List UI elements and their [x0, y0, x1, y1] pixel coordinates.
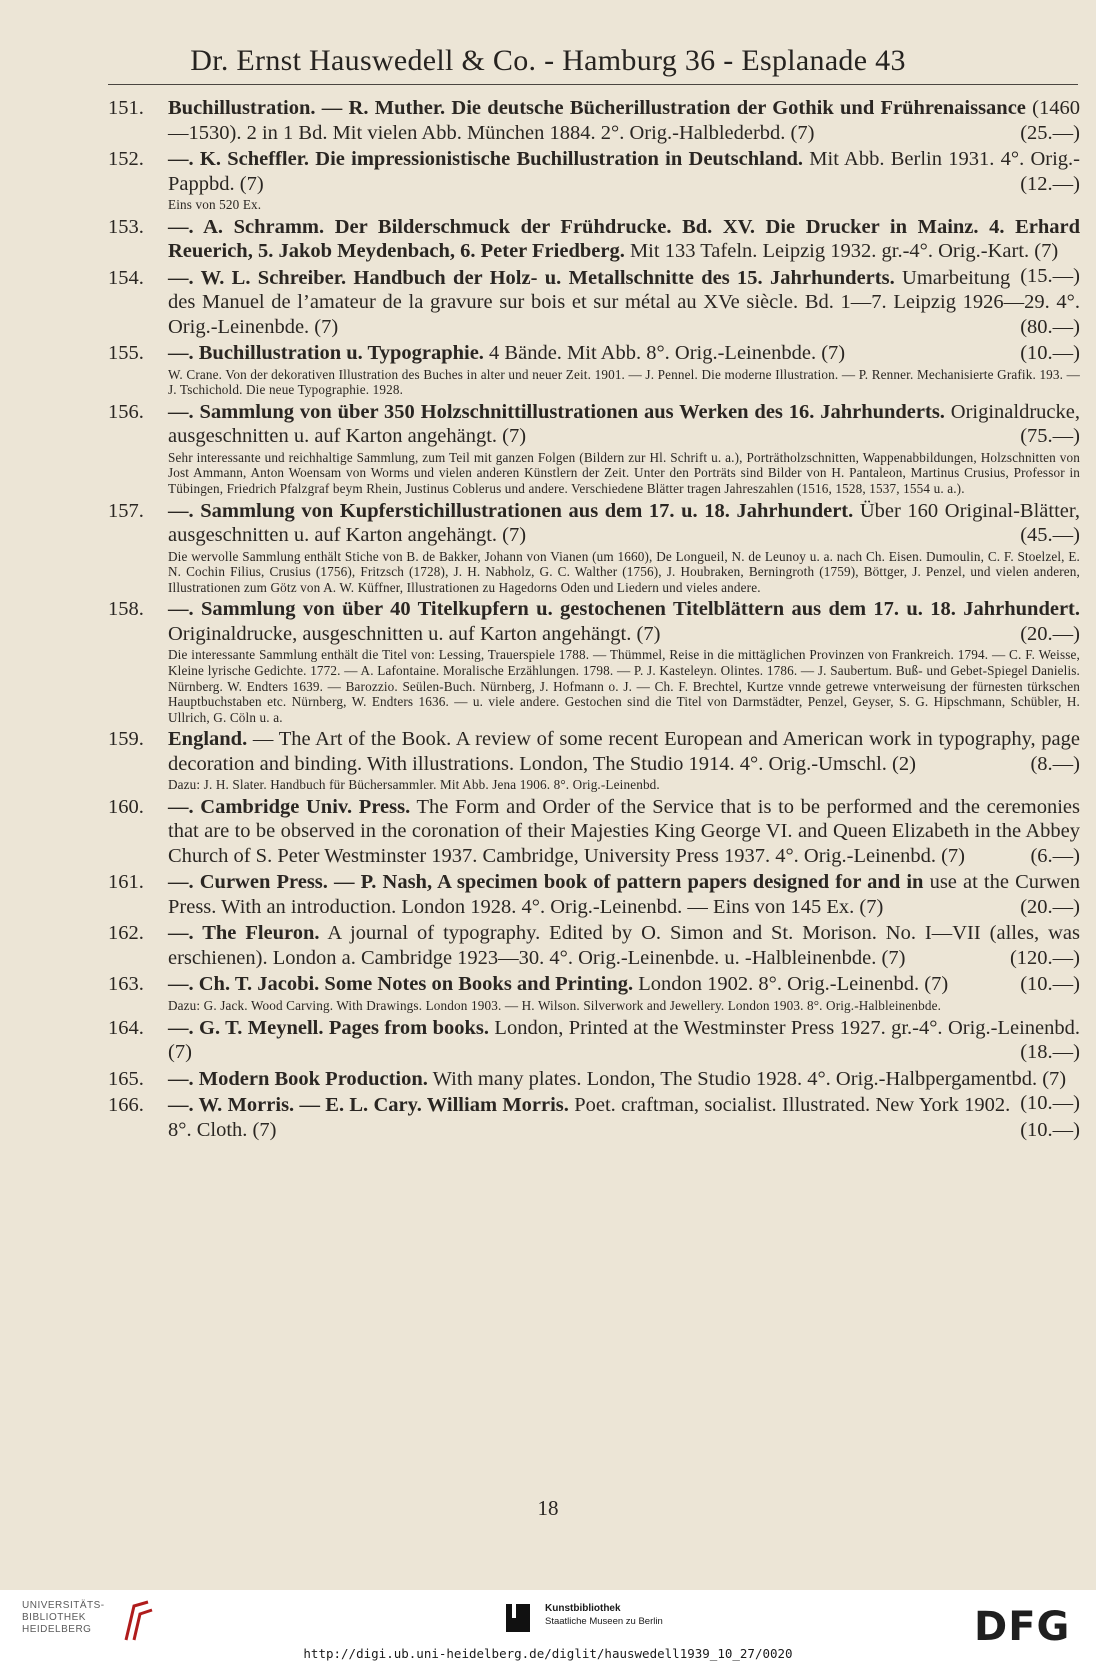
entry-title: England. [168, 728, 248, 751]
entry-price: (20.—) [1020, 895, 1080, 918]
entry-details: Poet. craftman, socialist. Illustrated. New York 1902. 8°. Cloth. (7) [168, 1094, 1011, 1141]
entry-number: 160. [108, 795, 144, 818]
entry-number: 166. [108, 1094, 144, 1116]
entry-note: W. Crane. Von der dekorativen Illustration des Buches in alter und neuer Zeit. 1901. — J. Pennel. Die moderne Illustration. — P. Renner. Mechanisierte Grafik. 193. — J. Tschichold. Die neue Typographie. 1928. [168, 366, 1080, 398]
entry-number: 151. [108, 97, 144, 119]
entry-number: 152. [108, 148, 144, 170]
entry-note: Sehr interessante und reichhaltige Sammlung, zum Teil mit ganzen Folgen (Bildern zur Hl. Schrift u. a.), Porträtholzschnitten, Wappenabbildungen, Holzschnitten von Jost Ammann, Anton Woensam von Worms und vielen anderen Künstlern der Zeit. Unter den Porträts sind Bilder von H. Pantaleon, Martinus Crusius, Professor in Tübingen, Friedrich Pfalzgraf beym Rhein, Justinus Coblerus und andere. Verschiedene Blätter tragen Jahreszahlen (1516, 1528, 1537, 1554 u. a.). [168, 449, 1080, 496]
catalog-entries [108, 96, 1080, 1144]
heidelberg-mark-icon [122, 1600, 156, 1644]
uni-line-3: HEIDELBERG [22, 1624, 92, 1635]
entry-title: —. Sammlung von über 350 Holzschnittillustrationen aus Werken des 16. Jahrhunderts. [168, 400, 945, 423]
entry-number: 165. [108, 1067, 144, 1090]
entry-price: (20.—) [1020, 622, 1080, 645]
page-header: Dr. Ernst Hauswedell & Co. - Hamburg 36 - Esplanade 43 [190, 44, 906, 77]
entry-details: London 1902. 8°. Orig.-Leinenbd. (7) [633, 973, 949, 996]
entry-text [168, 400, 1080, 449]
entry-text [168, 341, 1080, 366]
entry-details: Mit Abb. Berlin 1931. 4°. Orig.-Pappbd. (7) [168, 148, 1080, 195]
entry-number: 164. [108, 1016, 144, 1039]
entry-title: —. A. Schramm. Der Bilderschmuck der Frühdrucke. Bd. XV. Die Drucker in Mainz. 4. Erhard Reuerich, 5. Jakob Meydenbach, 6. Peter Friedberg. [168, 215, 1080, 263]
catalog-entry [108, 147, 1080, 213]
entry-text [168, 921, 1080, 970]
kunstbibliothek-text [545, 1602, 663, 1628]
entry-number: 159. [108, 728, 144, 751]
entry-details: A journal of typography. Edited by O. Simon and St. Morison. No. I—VII (alles, was erschienen). London a. Cambridge 1923—30. 4°. Orig.-Leinenbde. u. -Halbleinenbde. (7) [168, 922, 1080, 969]
entry-title: —. Modern Book Production. [168, 1067, 428, 1090]
entry-text [168, 1093, 1080, 1142]
catalog-entry [108, 921, 1080, 970]
uni-line-2: BIBLIOTHEK [22, 1612, 86, 1623]
catalog-entry [108, 499, 1080, 596]
catalog-entry [108, 266, 1080, 340]
catalog-entry [108, 1016, 1080, 1065]
entry-price: (10.—) [1020, 342, 1080, 365]
kb-subtitle: Staatliche Museen zu Berlin [545, 1616, 663, 1627]
entry-title: —. W. L. Schreiber. Handbuch der Holz- u. Metallschnitte des 15. Jahrhunderts. [168, 266, 895, 289]
entry-details: London, Printed at the Westminster Press 1927. gr.-4°. Orig.-Leinenbd. (7) [168, 1016, 1081, 1063]
catalog-entry [108, 96, 1080, 145]
entry-number: 156. [108, 400, 144, 423]
entry-details: use at the Curwen Press. With an introduction. London 1928. 4°. Orig.-Leinenbd. — Eins von 145 Ex. (7) [168, 871, 1080, 918]
entry-note: Eins von 520 Ex. [168, 197, 262, 212]
entry-title: —. Ch. T. Jacobi. Some Notes on Books and Printing. [168, 973, 634, 996]
entry-note: Die interessante Sammlung enthält die Titel von: Lessing, Trauerspiele 1788. — Thümmel, Reise in die mittäglichen Provinzen von Frankreich. 1794. — C. F. Weisse, Kleine lyrische Gedichte. 1772. — A. Lafontaine. Moralische Erzählungen. 1798. — P. J. Kasteleyn. Olintes. 1786. — J. Saubertum. Buß- und Gebet-Spiegel Danielis. Nürnberg. W. Endters 1639. — Barozzio. Seülen-Buch. Nürnberg, J. Hofmann o. J. — Ch. F. Brechtel, Kurtze vnnde getrewe vnterweisung der fürnesten türkschen Hauptbuchstaben etc. Nürnberg, W. Endters 1636. — u. viele andere. Gestochen sind die Titel von Darmstädter, Penzel, Geyser, S. G. Hipschmann, Schübler, H. Ullrich, G. Cöln u. a. [168, 647, 1080, 725]
footer [0, 1590, 1096, 1667]
permalink-url[interactable]: http://digi.ub.uni-heidelberg.de/diglit/hauswedell1939_10_27/0020 [303, 1646, 793, 1661]
entry-text [168, 499, 1080, 548]
entry-price: (120.—) [1009, 946, 1080, 969]
dfg-logo[interactable]: DFG [974, 1604, 1071, 1650]
entry-title: —. The Fleuron. [168, 922, 320, 945]
entry-price: (12.—) [1020, 172, 1080, 195]
entry-details: Über 160 Original-Blätter, ausgeschnitten u. auf Karton angehängt. (7) [168, 499, 1080, 547]
catalog-entry [108, 341, 1080, 398]
entry-price: (18.—) [1020, 1041, 1080, 1063]
entry-price: (75.—) [1020, 425, 1080, 448]
uni-line-1: UNIVERSITÄTS- [22, 1600, 105, 1611]
entry-text [168, 147, 1080, 196]
entry-details: Mit 133 Tafeln. Leipzig 1932. gr.-4°. Orig.-Kart. (7) [624, 240, 1059, 263]
entry-details: With many plates. London, The Studio 1928. 4°. Orig.-Halbpergamentbd. (7) [427, 1067, 1067, 1090]
catalog-entry [108, 795, 1080, 869]
entry-title: —. K. Scheffler. Die impressionistische Buchillustration in Deutschland. [168, 148, 803, 170]
university-library-logo[interactable] [22, 1600, 142, 1636]
entry-number: 154. [108, 266, 144, 289]
entry-price: (80.—) [1020, 315, 1080, 338]
header-rule [108, 84, 1078, 85]
entry-details: — The Art of the Book. A review of some recent European and American work in typography, page decoration and binding. With illustrations. London, The Studio 1914. 4°. Orig.-Umschl. (2) [168, 728, 1080, 775]
entry-number: 161. [108, 871, 144, 894]
entry-details: 4 Bände. Mit Abb. 8°. Orig.-Leinenbde. (7) [483, 342, 846, 365]
entry-price: (10.—) [1020, 973, 1080, 996]
catalog-entry [108, 1093, 1080, 1142]
entry-text [168, 1016, 1080, 1065]
catalog-entry [108, 727, 1080, 793]
entry-title: —. Sammlung von Kupferstichillustrationen aus dem 17. u. 18. Jahrhundert. [168, 499, 854, 522]
entry-details: Originaldrucke, ausgeschnitten u. auf Karton angehängt. (7) [168, 400, 1080, 448]
catalog-entry [108, 597, 1080, 725]
entry-number: 163. [108, 973, 144, 996]
entry-number: 162. [108, 922, 144, 945]
entry-number: 158. [108, 598, 144, 621]
entry-price: (45.—) [1020, 524, 1080, 547]
entry-title: —. W. Morris. — E. L. Cary. William Morris. [168, 1094, 569, 1116]
entry-title: —. Cambridge Univ. Press. [168, 795, 411, 818]
entry-title: —. Curwen Press. — P. Nash, A specimen book of pattern papers designed for and in [168, 871, 924, 894]
entry-text [168, 96, 1080, 145]
entry-price: (10.—) [1020, 1092, 1080, 1114]
entry-text [168, 597, 1080, 646]
entry-price: (8.—) [1030, 752, 1080, 775]
entry-number: 155. [108, 342, 144, 365]
entry-price: (15.—) [1020, 264, 1080, 287]
entry-text [168, 972, 1080, 997]
entry-note: Dazu: G. Jack. Wood Carving. With Drawings. London 1903. — H. Wilson. Silverwork and Jewellery. London 1903. 8°. Orig.-Halbleinenbde. [168, 997, 942, 1013]
entry-title: Buchillustration. — R. Muther. Die deutsche Bücherillustration der Gothik und Frührenaissance [168, 97, 1026, 119]
entry-price: (10.—) [1020, 1118, 1080, 1141]
entry-text [168, 795, 1080, 869]
entry-text [168, 727, 1080, 776]
entry-price: (25.—) [1020, 121, 1080, 144]
entry-note: Die wervolle Sammlung enthält Stiche von B. de Bakker, Johann von Vianen (um 1660), De Longueil, N. de Leunoy u. a. nach Ch. Eisen. Dumoulin, C. F. Stoelzel, E. N. Cochin Filius, Crusius (1756), Fritzsch (1728), J. H. Nabholz, G. C. Walther (1756), J. Houbraken, Berningroth (1759), Böttger, J. Penzel, und vielen anderen, Illustrationen zum Götz von A. W. Küffner, Illustrationen zu Hagedorns Oden und Liedern und vieles andere. [168, 548, 1080, 595]
entry-number: 153. [108, 215, 144, 238]
entry-details: (1460—1530). 2 in 1 Bd. Mit vielen Abb. München 1884. 2°. Orig.-Halblederbd. (7) [168, 97, 1080, 144]
entry-price: (6.—) [1030, 844, 1080, 867]
entry-text [168, 266, 1080, 340]
entry-details: The Form and Order of the Service that is to be performed and the ceremonies that are to be observed in the coronation of their Majesties King George VI. and Queen Elizabeth in the Abbey Church of S. Peter Westminster 1937. Cambridge, University Press 1937. 4°. Orig.-Leinenbd. (7) [168, 795, 1080, 867]
page-number: 18 [537, 1496, 559, 1520]
catalog-entry [108, 870, 1080, 919]
kb-title: Kunstbibliothek [545, 1603, 621, 1614]
kunstbibliothek-logo-icon[interactable] [502, 1602, 534, 1634]
catalog-entry [108, 972, 1080, 1013]
entry-title: —. G. T. Meynell. Pages from books. [168, 1016, 490, 1039]
entry-details: Originaldrucke, ausgeschnitten u. auf Karton angehängt. (7) [168, 622, 661, 645]
entry-details: Umarbeitung des Manuel de l’amateur de la gravure sur bois et sur métal au XVe siècle. Bd. 1—7. Leipzig 1926—29. 4°. Orig.-Leinenbde. (7) [168, 266, 1080, 338]
entry-number: 157. [108, 499, 144, 522]
entry-title: —. Sammlung von über 40 Titelkupfern u. gestochenen Titelblättern aus dem 17. u. 18. Jahrhundert. [168, 598, 1080, 621]
catalog-entry [108, 400, 1080, 497]
entry-title: —. Buchillustration u. Typographie. [168, 342, 484, 365]
entry-note: Dazu: J. H. Slater. Handbuch für Büchersammler. Mit Abb. Jena 1906. 8°. Orig.-Leinenbd. [168, 777, 660, 793]
entry-text [168, 870, 1080, 919]
